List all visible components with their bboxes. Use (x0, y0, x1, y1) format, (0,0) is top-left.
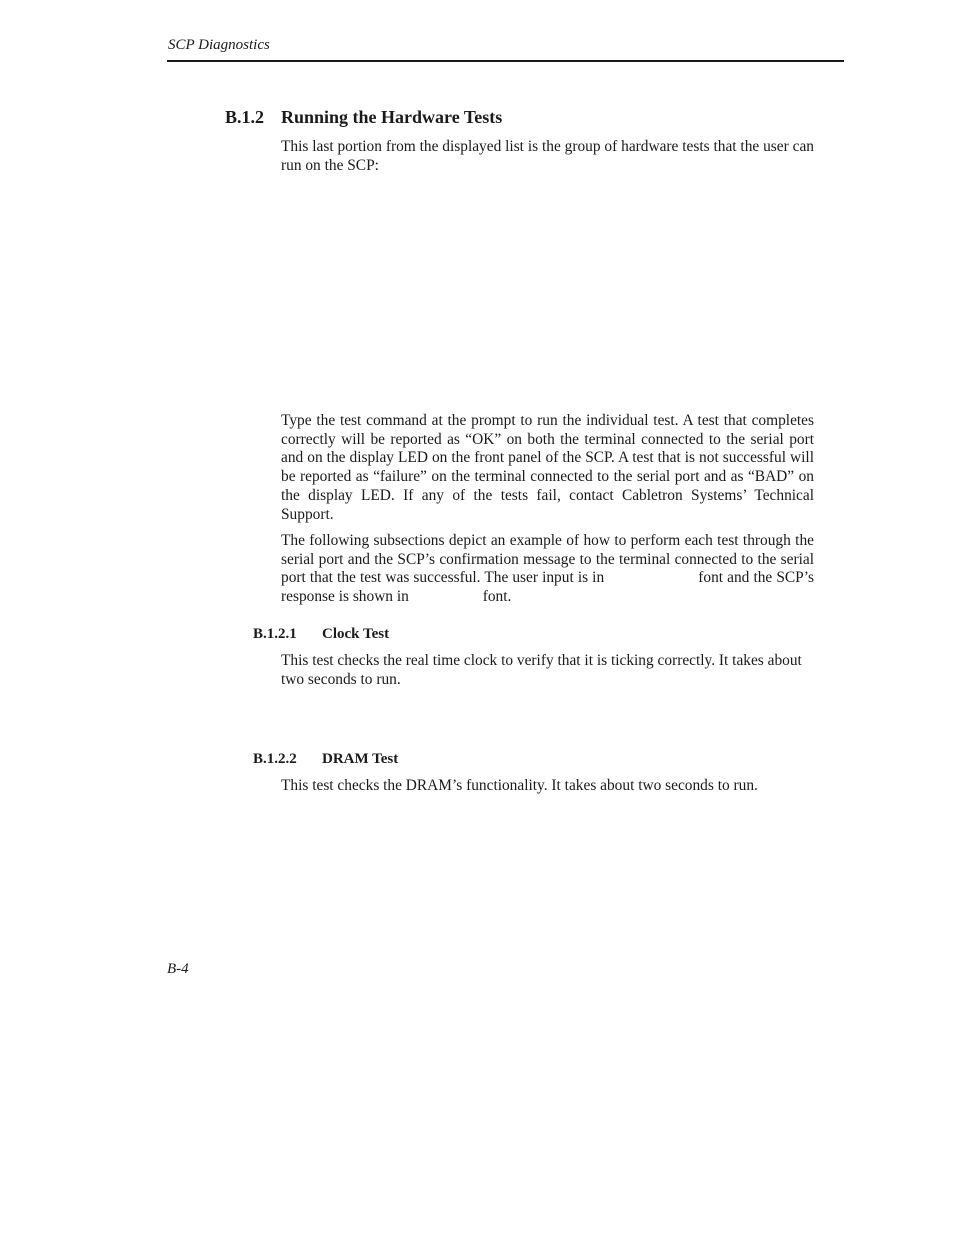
intro-paragraph: This last portion from the displayed list is the group of hardware tests that the user can run on the SCP: (281, 138, 814, 174)
section-title: Running the Hardware Tests (281, 107, 503, 127)
subsection-title: Clock Test (322, 626, 390, 642)
header-rule (167, 60, 844, 62)
paragraph-type-command: Type the test command at the prompt to run the individual test. A test that completes correctly will be reported as “OK” on both the terminal connected to the serial port and on the display LED on the front panel of the SCP. A test that is not successful will be reported as “failure” on the terminal connected to the serial port and as “BAD” on the display LED. If any of the tests fail, contact Cabletron Systems’ Technical Support. (281, 412, 814, 523)
section-number: B.1.2 (225, 107, 265, 127)
paragraph-subsections (281, 532, 814, 607)
clock-test-paragraph: This test checks the real time clock to verify that it is ticking correctly. It takes about two seconds to run. (281, 652, 802, 688)
paragraph-subsections-mid: font and the SCP’s response is shown in (281, 569, 814, 606)
subsection-title: DRAM Test (322, 751, 399, 767)
paragraph-subsections-main: The following subsections depict an example of how to perform each test through the serial port and the SCP’s confirmation message to the terminal connected to the serial port that the test was successful. The user input is in (281, 532, 814, 587)
paragraph-subsections-end: font. (482, 588, 512, 606)
page-number: B-4 (167, 961, 189, 977)
subsection-number: B.1.2.1 (253, 626, 297, 642)
dram-test-paragraph: This test checks the DRAM’s functionality. It takes about two seconds to run. (281, 777, 758, 794)
running-header: SCP Diagnostics (168, 37, 270, 53)
subsection-number: B.1.2.2 (253, 751, 297, 767)
